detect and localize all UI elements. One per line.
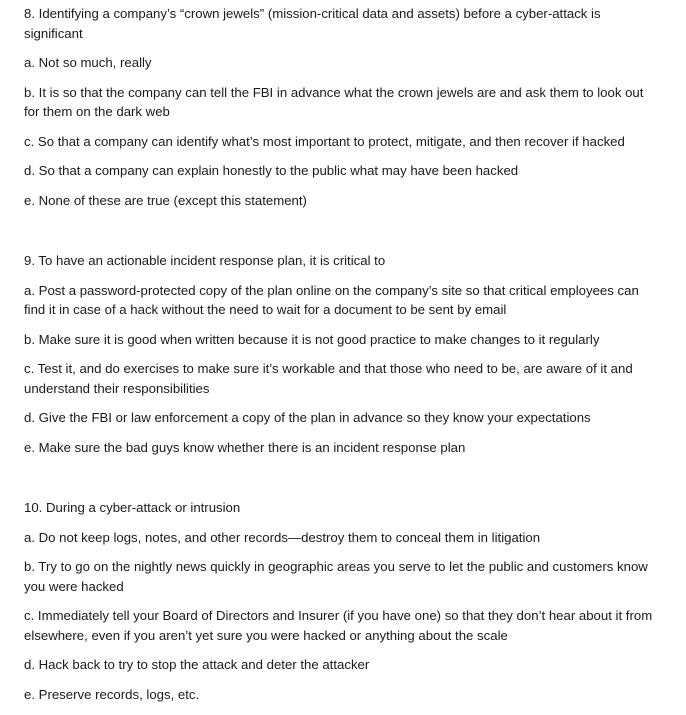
- answer-option-c: c. Test it, and do exercises to make sure it’s workable and that those who need to be, are aware of it and understand their responsibilities: [24, 361, 633, 396]
- answer-option-d: d. Hack back to try to stop the attack and deter the attacker: [24, 657, 370, 672]
- answer-option-e: e. Make sure the bad guys know whether there is an incident response plan: [24, 439, 466, 455]
- answer-option-b: b. Make sure it is good when written because it is not good practice to make changes to it regularly: [24, 331, 600, 347]
- question-stem: 9. To have an actionable incident response plan, it is critical to: [24, 253, 386, 268]
- question-9: [24, 251, 662, 457]
- answer-option-c: c. So that a company can identify what’s most important to protect, mitigate, and then recover if hacked: [24, 133, 625, 149]
- answer-option-a: a. Post a password-protected copy of the plan online on the company’s site so that critical employees can find it in case of a hack without the need to wait for a document to be sent by email: [24, 282, 639, 317]
- answer-option-c: c. Immediately tell your Board of Directors and Insurer (if you have one) so that they don’t hear about it from elsewhere, even if you aren’t yet sure you were hacked or anything about the scale: [24, 608, 653, 643]
- question-spacer: [24, 467, 662, 498]
- answer-option-b: b. It is so that the company can tell the FBI in advance what the crown jewels are and ask them to look out for them on the dark web: [24, 84, 644, 119]
- answer-option-a: a. Do not keep logs, notes, and other records—destroy them to conceal them in litigation: [24, 529, 541, 545]
- answer-option-d: d. So that a company can explain honestly to the public what may have been hacked: [24, 163, 519, 178]
- question-spacer: [24, 220, 662, 251]
- answer-option-e: e. Preserve records, logs, etc.: [24, 686, 200, 702]
- question-10: [24, 498, 662, 704]
- question-stem: 8. Identifying a company’s “crown jewels” (mission-critical data and assets) before a cyber-attack is significant: [24, 6, 601, 41]
- answer-option-d: d. Give the FBI or law enforcement a copy of the plan in advance so they know your expectations: [24, 410, 591, 425]
- question-stem: 10. During a cyber-attack or intrusion: [24, 500, 241, 515]
- question-8: [24, 4, 662, 210]
- answer-option-e: e. None of these are true (except this statement): [24, 192, 307, 208]
- answer-option-b: b. Try to go on the nightly news quickly in geographic areas you serve to let the public and customers know you were hacked: [24, 559, 648, 594]
- answer-option-a: a. Not so much, really: [24, 55, 152, 70]
